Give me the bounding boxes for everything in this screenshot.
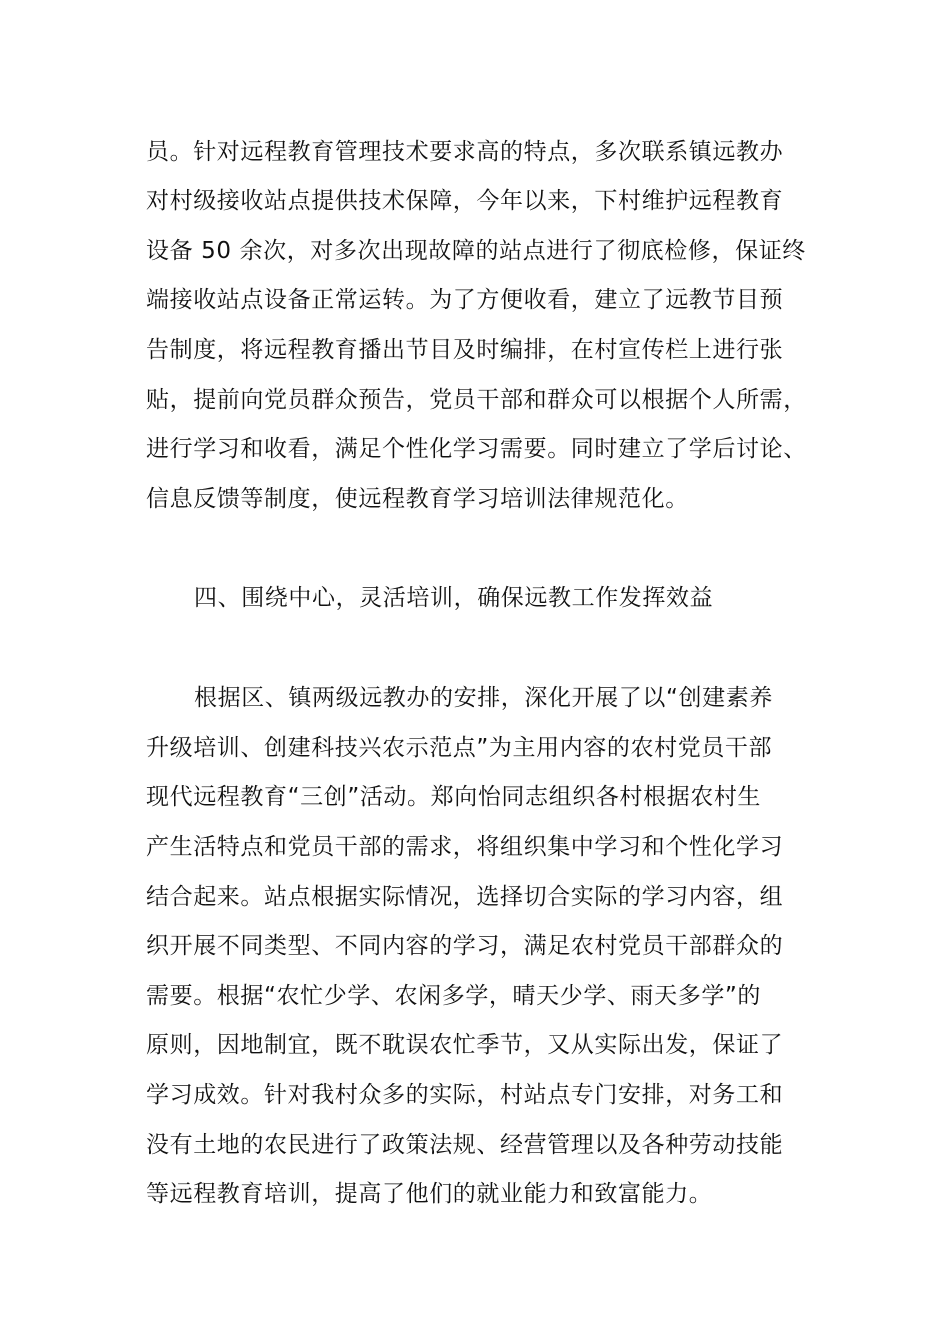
paragraph-line: 信息反馈等制度，使远程教育学习培训法律规范化。 bbox=[146, 486, 689, 512]
paragraph-line: 学习成效。针对我村众多的实际，村站点专门安排，对务工和 bbox=[146, 1082, 784, 1108]
paragraph-line: 升级培训、创建科技兴农示范点”为主用内容的农村党员干部 bbox=[146, 735, 773, 761]
paragraph-line: 需要。根据“农忙少学、农闲多学，晴天少学、雨天多学”的 bbox=[146, 983, 762, 1009]
paragraph-line: 告制度，将远程教育播出节目及时编排，在村宣传栏上进行张 bbox=[146, 337, 784, 363]
paragraph-line: 织开展不同类型、不同内容的学习，满足农村党员干部群众的 bbox=[146, 933, 784, 959]
paragraph-line: 端接收站点设备正常运转。为了方便收看，建立了远教节目预 bbox=[146, 287, 784, 313]
paragraph-line: 设备 50 余次，对多次出现故障的站点进行了彻底检修，保证终 bbox=[146, 238, 806, 264]
paragraph-line: 贴，提前向党员群众预告，党员干部和群众可以根据个人所需， bbox=[146, 387, 807, 413]
section-heading: 四、围绕中心，灵活培训，确保远教工作发挥效益 bbox=[194, 585, 714, 611]
paragraph-line: 根据区、镇两级远教办的安排，深化开展了以“创建素养 bbox=[194, 685, 773, 711]
paragraph-line: 对村级接收站点提供技术保障，今年以来，下村维护远程教育 bbox=[146, 188, 784, 214]
paragraph-line: 产生活特点和党员干部的需求，将组织集中学习和个性化学习 bbox=[146, 834, 784, 860]
paragraph-line: 没有土地的农民进行了政策法规、经营管理以及各种劳动技能 bbox=[146, 1132, 784, 1158]
paragraph-line: 现代远程教育“三创”活动。郑向怡同志组织各村根据农村生 bbox=[146, 784, 762, 810]
paragraph-line: 原则，因地制宜，既不耽误农忙季节，又从实际出发，保证了 bbox=[146, 1032, 784, 1058]
paragraph-line: 等远程教育培训，提高了他们的就业能力和致富能力。 bbox=[146, 1181, 713, 1207]
paragraph-line: 结合起来。站点根据实际情况，选择切合实际的学习内容，组 bbox=[146, 884, 784, 910]
paragraph-line: 进行学习和收看，满足个性化学习需要。同时建立了学后讨论、 bbox=[146, 436, 807, 462]
paragraph-line: 员。针对远程教育管理技术要求高的特点，多次联系镇远教办 bbox=[146, 139, 784, 165]
